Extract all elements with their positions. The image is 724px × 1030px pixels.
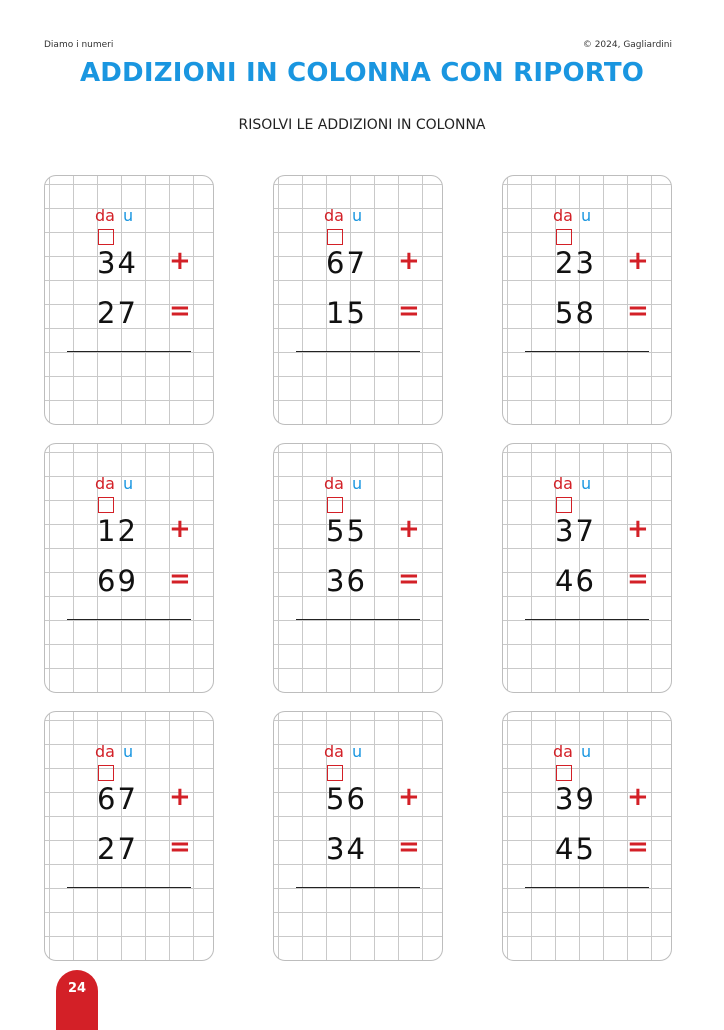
addend-2: 34 (326, 832, 367, 866)
carry-box[interactable] (327, 765, 343, 781)
exercise-card (44, 711, 214, 961)
equals-sign: = (398, 564, 420, 594)
plus-sign: + (169, 246, 191, 276)
exercise-card (502, 175, 672, 425)
result-line (296, 887, 420, 888)
plus-sign: + (627, 782, 649, 812)
carry-box[interactable] (98, 765, 114, 781)
exercise-card (44, 175, 214, 425)
addend-2: 27 (97, 832, 138, 866)
addend-1: 39 (555, 782, 596, 816)
page-instructions: RISOLVI LE ADDIZIONI IN COLONNA (238, 117, 486, 133)
carry-box[interactable] (327, 497, 343, 513)
plus-sign: + (398, 782, 420, 812)
plus-sign: + (627, 246, 649, 276)
page-number: 24 (67, 981, 87, 996)
units-label: u (581, 474, 592, 493)
result-line (67, 887, 191, 888)
carry-box[interactable] (327, 229, 343, 245)
exercise-card (502, 711, 672, 961)
equals-sign: = (398, 296, 420, 326)
result-line (525, 887, 649, 888)
units-label: u (581, 742, 592, 761)
plus-sign: + (398, 514, 420, 544)
exercise-card (502, 443, 672, 693)
exercise-card (44, 443, 214, 693)
addend-2: 45 (555, 832, 596, 866)
result-line (296, 619, 420, 620)
addend-1: 37 (555, 514, 596, 548)
result-line (67, 351, 191, 352)
tens-label: da (95, 474, 115, 493)
addend-2: 58 (555, 296, 596, 330)
plus-sign: + (169, 782, 191, 812)
equals-sign: = (627, 564, 649, 594)
header-book-title: Diamo i numeri (44, 40, 114, 50)
tens-label: da (553, 742, 573, 761)
result-line (525, 351, 649, 352)
units-label: u (352, 474, 363, 493)
page-number-tab (56, 970, 98, 1030)
addend-2: 36 (326, 564, 367, 598)
exercise-card (273, 443, 443, 693)
addend-2: 27 (97, 296, 138, 330)
tens-label: da (324, 742, 344, 761)
plus-sign: + (169, 514, 191, 544)
units-label: u (352, 742, 363, 761)
equals-sign: = (627, 832, 649, 862)
units-label: u (123, 742, 134, 761)
units-label: u (123, 206, 134, 225)
addend-2: 69 (97, 564, 138, 598)
equals-sign: = (398, 832, 420, 862)
plus-sign: + (398, 246, 420, 276)
carry-box[interactable] (556, 497, 572, 513)
tens-label: da (95, 742, 115, 761)
addend-1: 23 (555, 246, 596, 280)
tens-label: da (553, 474, 573, 493)
equals-sign: = (627, 296, 649, 326)
addend-2: 15 (326, 296, 367, 330)
addend-2: 46 (555, 564, 596, 598)
units-label: u (123, 474, 134, 493)
carry-box[interactable] (98, 229, 114, 245)
result-line (296, 351, 420, 352)
addend-1: 55 (326, 514, 367, 548)
header-copyright: © 2024, Gagliardini (582, 40, 672, 50)
carry-box[interactable] (98, 497, 114, 513)
tens-label: da (324, 474, 344, 493)
addend-1: 12 (97, 514, 138, 548)
carry-box[interactable] (556, 229, 572, 245)
equals-sign: = (169, 832, 191, 862)
equals-sign: = (169, 564, 191, 594)
equals-sign: = (169, 296, 191, 326)
units-label: u (352, 206, 363, 225)
addend-1: 67 (97, 782, 138, 816)
plus-sign: + (627, 514, 649, 544)
tens-label: da (95, 206, 115, 225)
tens-label: da (553, 206, 573, 225)
result-line (67, 619, 191, 620)
tens-label: da (324, 206, 344, 225)
carry-box[interactable] (556, 765, 572, 781)
page-title: ADDIZIONI IN COLONNA CON RIPORTO (79, 58, 645, 88)
units-label: u (581, 206, 592, 225)
result-line (525, 619, 649, 620)
addend-1: 34 (97, 246, 138, 280)
addend-1: 56 (326, 782, 367, 816)
addend-1: 67 (326, 246, 367, 280)
exercise-card (273, 711, 443, 961)
exercise-card (273, 175, 443, 425)
